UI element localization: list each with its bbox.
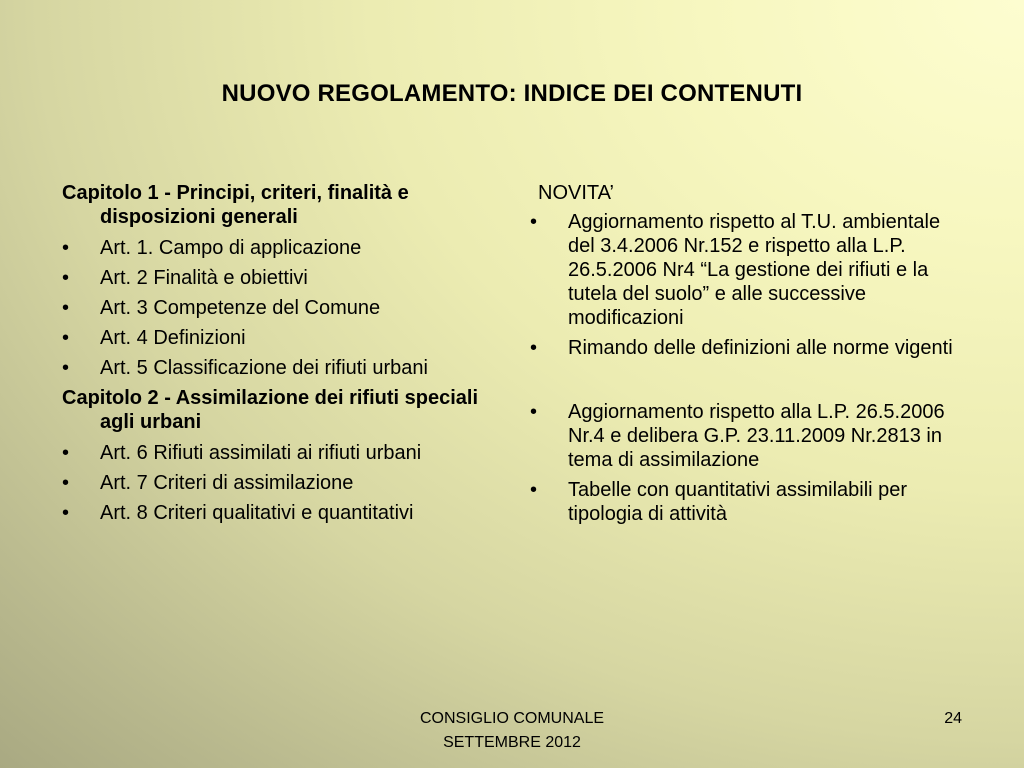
bullet-icon: •: [530, 401, 538, 423]
list-item: [62, 266, 502, 290]
bullet-icon: •: [62, 297, 70, 319]
list-item-text: Art. 8 Criteri qualitativi e quantitativi: [100, 502, 414, 524]
list-item-text: Rimando delle definizioni alle norme vigenti: [568, 337, 953, 359]
bullet-icon: •: [62, 442, 70, 464]
spacer: [530, 366, 970, 400]
list-item-text: Art. 3 Competenze del Comune: [100, 297, 381, 319]
bullet-icon: •: [62, 327, 70, 349]
list-item: [62, 471, 502, 495]
list-item: [530, 336, 970, 360]
list-item-text: Art. 4 Definizioni: [100, 327, 246, 349]
list-item: [62, 501, 502, 525]
list-item-text: Tabelle con quantitativi assimilabili per tipologia di attività: [568, 479, 908, 525]
novita-heading: NOVITA’: [538, 182, 614, 204]
right-column: [530, 181, 970, 532]
list-item: [530, 210, 970, 330]
slide-title: NUOVO REGOLAMENTO: INDICE DEI CONTENUTI: [221, 80, 803, 107]
bullet-icon: •: [62, 357, 70, 379]
list-item: [530, 478, 970, 526]
chapter-1-heading: Capitolo 1 - Principi, criteri, finalità e disposizioni generali: [62, 182, 409, 228]
list-item-text: Art. 7 Criteri di assimilazione: [100, 472, 354, 494]
bullet-icon: •: [530, 337, 538, 359]
left-column: [62, 181, 502, 531]
list-item: [62, 441, 502, 465]
list-item-text: Art. 2 Finalità e obiettivi: [100, 267, 308, 289]
page-number: 24: [944, 710, 962, 727]
bullet-icon: •: [530, 479, 538, 501]
list-item: [62, 326, 502, 350]
bullet-icon: •: [62, 267, 70, 289]
list-item: [62, 296, 502, 320]
list-item-text: Aggiornamento rispetto al T.U. ambientale del 3.4.2006 Nr.152 e rispetto alla L.P. 26.5.2006 Nr4 “La gestione dei rifiuti e la tutela del suolo” e alle successive modificazioni: [568, 211, 941, 329]
footer-line-2: SETTEMBRE 2012: [443, 734, 581, 751]
bullet-icon: •: [62, 237, 70, 259]
bullet-icon: •: [530, 211, 538, 233]
list-item: [62, 356, 502, 380]
list-item: [62, 236, 502, 260]
chapter-2-heading: Capitolo 2 - Assimilazione dei rifiuti speciali agli urbani: [62, 387, 479, 433]
list-item-text: Art. 1. Campo di applicazione: [100, 237, 362, 259]
bullet-icon: •: [62, 502, 70, 524]
footer-line-1: CONSIGLIO COMUNALE: [419, 710, 605, 727]
list-item-text: Art. 5 Classificazione dei rifiuti urbani: [100, 357, 428, 379]
list-item-text: Art. 6 Rifiuti assimilati ai rifiuti urbani: [100, 442, 422, 464]
list-item: [530, 400, 970, 472]
bullet-icon: •: [62, 472, 70, 494]
footer-text: [362, 707, 662, 755]
list-item-text: Aggiornamento rispetto alla L.P. 26.5.2006 Nr.4 e delibera G.P. 23.11.2009 Nr.2813 in tema di assimilazione: [568, 401, 945, 471]
